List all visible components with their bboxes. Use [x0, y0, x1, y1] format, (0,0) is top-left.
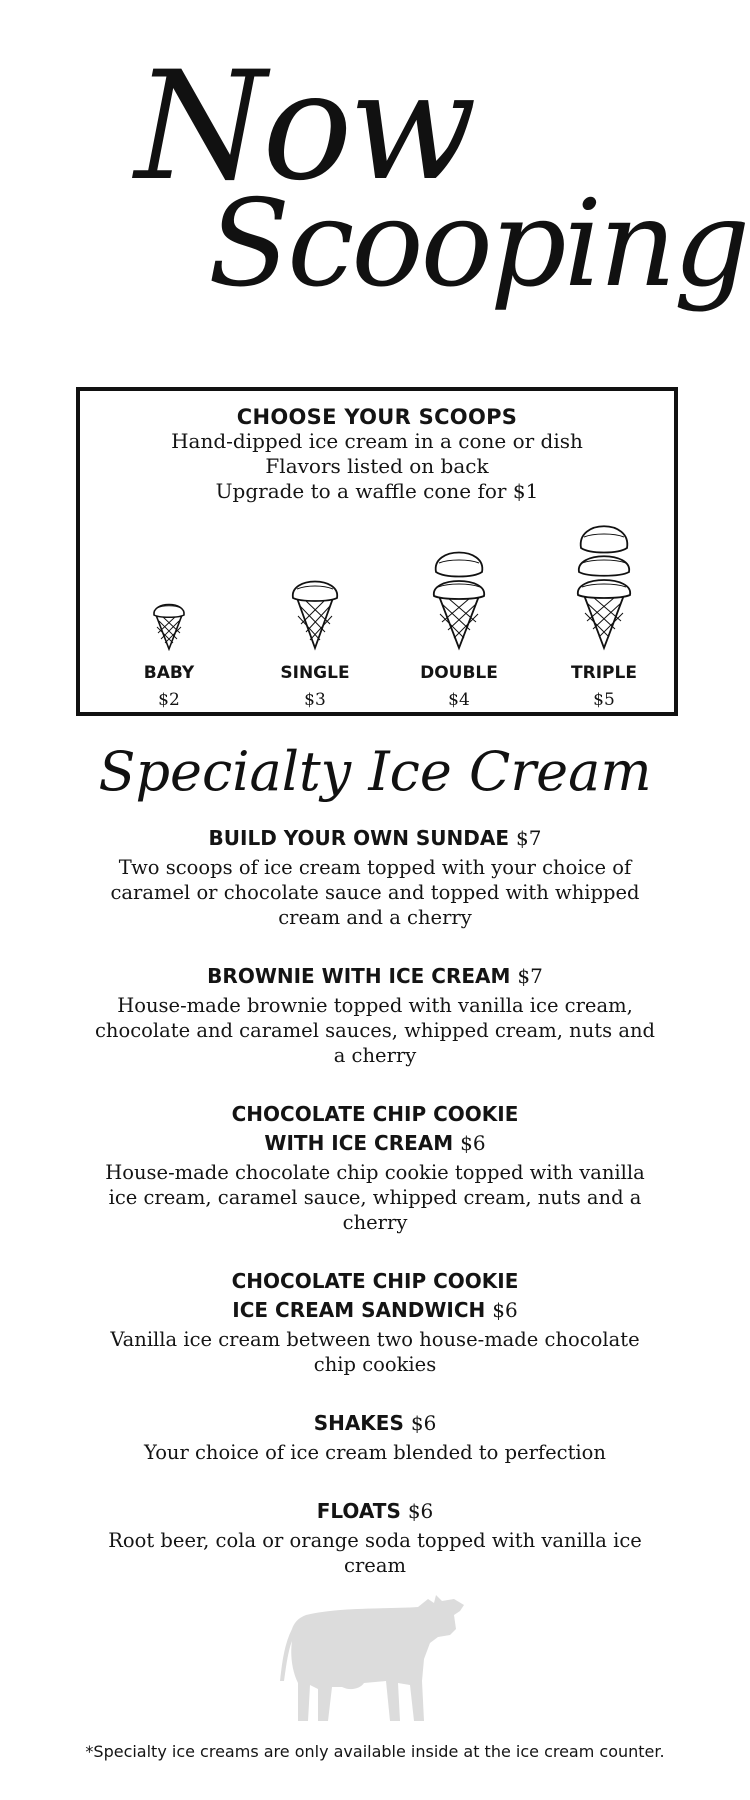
item-price: $6 [410, 1411, 437, 1435]
item-description: Two scoops of ice cream topped with your choice of caramel or chocolate sauce and topped with whipped cream and a cherry [110, 856, 640, 929]
cow-silhouette-icon [278, 1585, 468, 1730]
item-price: $6 [407, 1499, 434, 1523]
title-line-scooping: Scooping [208, 175, 748, 314]
item-description: Root beer, cola or orange soda topped with vanilla ice cream [108, 1529, 642, 1577]
menu-item [90, 962, 660, 1068]
menu-item [90, 824, 660, 930]
scoops-info-line: Upgrade to a waffle cone for $1 [215, 479, 539, 503]
size-option-double [384, 516, 534, 710]
ice-cream-cone-icon [573, 491, 635, 651]
size-option-single [240, 546, 390, 710]
footnote: *Specialty ice creams are only available inside at the ice cream counter. [85, 1742, 665, 1761]
item-description: Vanilla ice cream between two house-made chocolate chip cookies [110, 1328, 640, 1376]
size-label: DOUBLE [420, 663, 498, 683]
size-price: $3 [304, 690, 326, 710]
item-price: $6 [492, 1298, 518, 1322]
item-description: House-made brownie topped with vanilla ice cream, chocolate and caramel sauces, whipped cream, nuts and a cherry [95, 994, 655, 1067]
size-price: $2 [158, 690, 180, 710]
specialty-heading: Specialty Ice Cream [98, 740, 652, 803]
item-title: FLOATS $6 [316, 1499, 434, 1523]
item-description: House-made chocolate chip cookie topped with vanilla ice cream, caramel sauce, whipped cream, nuts and a cherry [105, 1161, 645, 1234]
choose-scoops-box [76, 387, 678, 716]
size-label: BABY [143, 663, 195, 683]
title-line-now: Now [135, 40, 473, 214]
item-price: $7 [516, 826, 542, 850]
scoops-heading: CHOOSE YOUR SCOOPS [236, 405, 518, 429]
size-label: SINGLE [280, 663, 350, 683]
menu-item [90, 1267, 660, 1377]
item-price: $6 [460, 1131, 486, 1155]
scoops-info-line: Flavors listed on back [265, 454, 489, 478]
item-title-line2: ICE CREAM SANDWICH $6 [232, 1298, 518, 1322]
item-title: SHAKES $6 [313, 1411, 437, 1435]
specialty-menu [90, 824, 660, 1610]
item-title-line2: WITH ICE CREAM $6 [264, 1131, 486, 1155]
item-title: CHOCOLATE CHIP COOKIE [231, 1269, 519, 1293]
size-option-triple [529, 491, 679, 710]
scoops-info-line: Hand-dipped ice cream in a cone or dish [171, 429, 583, 453]
item-title: BROWNIE WITH ICE CREAM $7 [207, 964, 543, 988]
ice-cream-cone-icon [289, 546, 341, 651]
item-title: BUILD YOUR OWN SUNDAE $7 [208, 826, 542, 850]
menu-item [90, 1100, 660, 1235]
item-title: CHOCOLATE CHIP COOKIE [231, 1102, 519, 1126]
size-price: $5 [593, 690, 615, 710]
menu-item [90, 1409, 660, 1465]
size-label: TRIPLE [571, 663, 637, 683]
size-option-baby [94, 571, 244, 710]
ice-cream-cone-icon [149, 571, 189, 651]
item-price: $7 [517, 964, 543, 988]
ice-cream-cone-icon [429, 516, 489, 651]
item-description: Your choice of ice cream blended to perfection [144, 1441, 606, 1464]
size-price: $4 [448, 690, 470, 710]
menu-item [90, 1497, 660, 1578]
